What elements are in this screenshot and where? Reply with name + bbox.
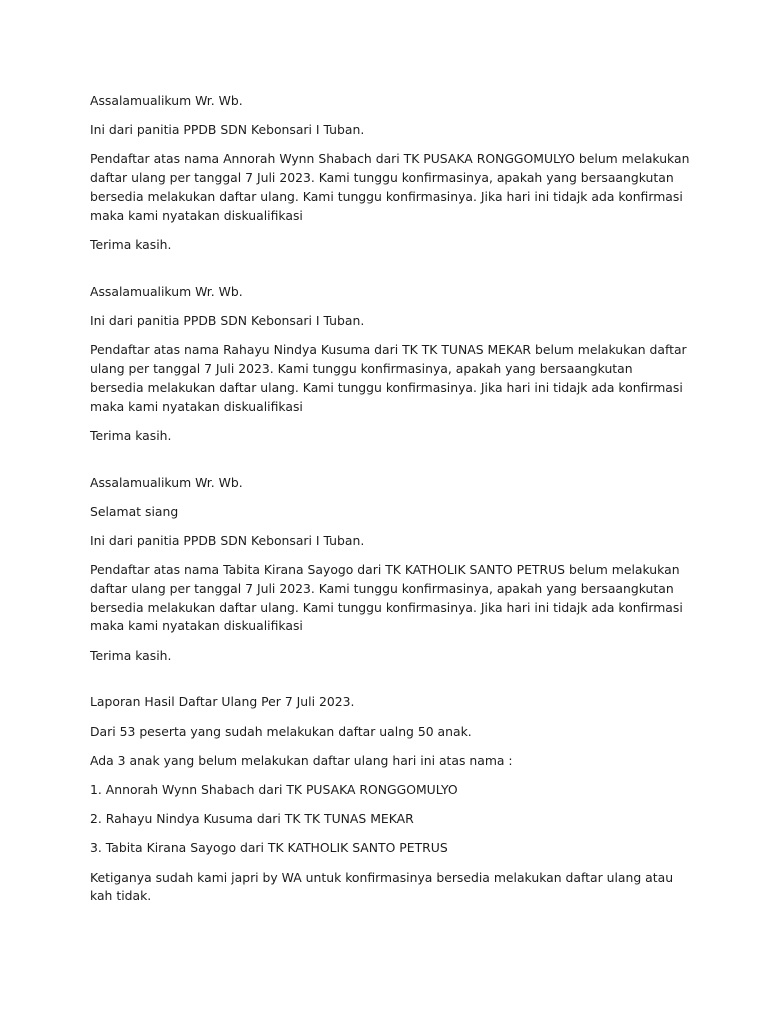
letter-closing: Terima kasih. — [90, 236, 172, 252]
report-intro: Ada 3 anak yang belum melakukan daftar ulang hari ini atas nama : — [90, 752, 513, 768]
report-list-item: 1. Annorah Wynn Shabach dari TK PUSAKA RONGGOMULYO — [90, 782, 458, 797]
report-title: Laporan Hasil Daftar Ulang Per 7 Juli 2023. — [90, 694, 355, 710]
letter-greeting: Assalamualikum Wr. Wb. — [90, 93, 243, 108]
report-list-item: 3. Tabita Kirana Sayogo dari TK KATHOLIK SANTO PETRUS — [90, 840, 448, 856]
letter-closing: Terima kasih. — [90, 427, 172, 443]
letter-body: Pendaftar atas nama Tabita Kirana Sayogo dari TK KATHOLIK SANTO PETRUS belum melakukan daftar ulang per tanggal 7 Juli 2023. Kami tunggu konfirmasinya, apakah yang bersaangkutan bersedia melakukan daftar ulang. Kami tunggu konfirmasinya. Jika hari ini tidajk ada konfirmasi maka kami nyatakan diskualifikasi — [90, 562, 683, 634]
letter-from: Ini dari panitia PPDB SDN Kebonsari I Tuban. — [90, 122, 365, 138]
letter-from: Ini dari panitia PPDB SDN Kebonsari I Tuban. — [90, 532, 365, 548]
letter-closing: Terima kasih. — [90, 647, 172, 663]
letter-greeting: Assalamualikum Wr. Wb. — [90, 283, 243, 299]
report-conclusion: Ketiganya sudah kami japri by WA untuk konfirmasinya bersedia melakukan daftar ulang atau kah tidak. — [90, 869, 674, 904]
document-body — [90, 92, 690, 917]
letter-from: Ini dari panitia PPDB SDN Kebonsari I Tuban. — [90, 312, 365, 328]
letter-salutation: Selamat siang — [90, 503, 179, 519]
letter-greeting: Assalamualikum Wr. Wb. — [90, 474, 243, 490]
letter-body: Pendaftar atas nama Annorah Wynn Shabach dari TK PUSAKA RONGGOMULYO belum melakukan daftar ulang per tanggal 7 Juli 2023. Kami tunggu konfirmasinya, apakah yang bersaangkutan bersedia melakukan daftar ulang. Kami tunggu konfirmasinya. Jika hari ini tidajk ada konfirmasi maka kami nyatakan diskualifikasi — [90, 151, 690, 223]
letter-3 — [90, 474, 690, 666]
report-section — [90, 693, 690, 906]
letter-body: Pendaftar atas nama Rahayu Nindya Kusuma dari TK TK TUNAS MEKAR belum melakukan daftar ulang per tanggal 7 Juli 2023. Kami tunggu konfirmasinya, apakah yang bersaangkutan bersedia melakukan daftar ulang. Kami tunggu konfirmasinya. Jika hari ini tidajk ada konfirmasi maka kami nyatakan diskualifikasi — [90, 342, 687, 414]
letter-1 — [90, 92, 690, 255]
report-summary: Dari 53 peserta yang sudah melakukan daftar ualng 50 anak. — [90, 723, 472, 739]
report-list-item: 2. Rahayu Nindya Kusuma dari TK TK TUNAS MEKAR — [90, 811, 414, 827]
letter-2 — [90, 283, 690, 446]
